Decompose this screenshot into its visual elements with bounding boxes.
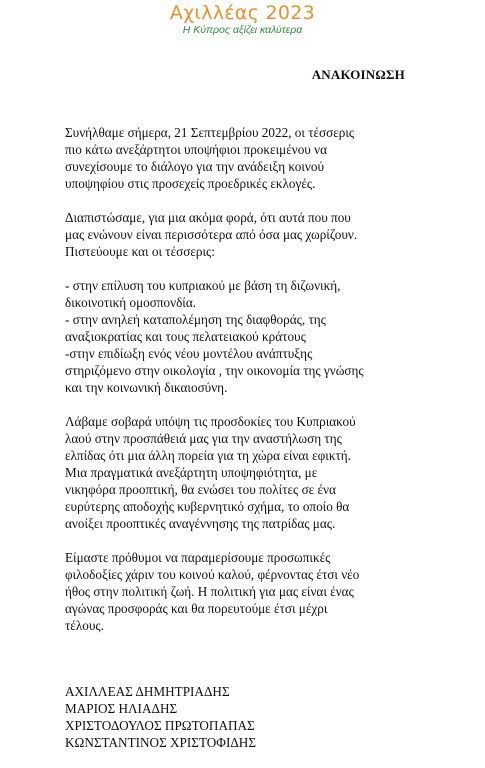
signatory-name: ΜΑΡΙΟΣ ΗΛΙΑΔΗΣ	[65, 701, 178, 716]
announcement-body	[65, 124, 415, 651]
signatory-name: ΧΡΙΣΤΟΔΟΥΛΟΣ ΠΡΩΤΟΠΑΠΑΣ	[65, 718, 255, 733]
text-line: υποψηφίου στις προσεχείς προεδρικές εκλογές.	[65, 176, 316, 191]
paragraph-beliefs-list	[65, 277, 415, 396]
logo-title: Αχιλλέας 2023	[169, 2, 316, 24]
text-line: ήθος στην πολιτική ζωή. Η πολιτική για μας είναι ένας	[65, 584, 354, 599]
paragraph-expectations	[65, 413, 415, 532]
text-line: μας ενώνουν είναι περισσότερα από όσα μας χωρίζουν.	[65, 227, 358, 242]
campaign-logo	[0, 2, 485, 37]
text-line: στηριζόμενο στην οικολογία , την οικονομία της γνώσης	[65, 363, 364, 378]
text-line: πιο κάτω ανεξάρτητοι υποψήφιοι προκειμένου να	[65, 142, 327, 157]
text-line: Συνήλθαμε σήμερα, 21 Σεπτεμβρίου 2022, οι τέσσερις	[65, 125, 355, 140]
text-line: Είμαστε πρόθυμοι να παραμερίσουμε προσωπικές	[65, 550, 331, 565]
text-line: Διαπιστώσαμε, για μια ακόμα φορά, ότι αυτά που που	[65, 210, 351, 225]
text-line: φιλοδοξίες χάριν του κοινού καλού, φέρνοντας έτσι νέο	[65, 567, 360, 582]
signatory-name: ΑΧΙΛΛΕΑΣ ΔΗΜΗΤΡΙΑΔΗΣ	[65, 684, 230, 699]
text-line: -στην επιδίωξη ενός νέου μοντέλου ανάπτυξης	[65, 346, 313, 361]
text-line: Μια πραγματικά ανεξάρτητη υποψηφιότητα, με	[65, 465, 318, 480]
text-line: συνεχίσουμε το διάλογο για την ανάδειξη κοινού	[65, 159, 325, 174]
logo-subtitle: Η Κύπρος αξίζει καλύτερα	[182, 24, 303, 36]
paragraph-meeting	[65, 124, 415, 192]
text-line: και την κοινωνική δικαιοσύνη.	[65, 380, 228, 395]
text-line: - στην ανηλεή καταπολέμηση της διαφθοράς, της	[65, 312, 326, 327]
text-line: Λάβαμε σοβαρά υπόψη τις προσδοκίες του Κυπριακού	[65, 414, 356, 429]
paragraph-commitment	[65, 549, 415, 634]
signatories-list	[65, 683, 256, 751]
text-line: αναξιοκρατίας και τους πελατειακού κράτους	[65, 329, 306, 344]
text-line: λαού στην προσπάθειά μας για την αναστήλωση της	[65, 431, 342, 446]
text-line: ελπίδας ότι μια άλλη πορεία για τη χώρα είναι εφικτή.	[65, 448, 351, 463]
text-line: ανοίξει προοπτικές αναγέννησης της πατρίδας μας.	[65, 516, 336, 531]
signatory-name: ΚΩΝΣΤΑΝΤΙΝΟΣ ΧΡΙΣΤΟΦΙΔΗΣ	[65, 735, 257, 750]
text-line: αγώνας προσφοράς και θα πορευτούμε έτσι μέχρι	[65, 601, 328, 616]
text-line: δικοινοτική ομοσπονδία.	[65, 295, 197, 310]
announcement-heading: ΑΝΑΚΟΙΝΩΣΗ	[311, 67, 405, 82]
text-line: Πιστεύουμε και οι τέσσερις:	[65, 244, 215, 259]
text-line: τέλους.	[65, 618, 104, 633]
text-line: - στην επίλυση του κυπριακού με βάση τη διζωνική,	[65, 278, 341, 293]
text-line: νικηφόρα προοπτική, θα ενώσει του πολίτες σε ένα	[65, 482, 336, 497]
text-line: ευρύτερης αποδοχής κυβερνητικό σχήμα, το οποίο θα	[65, 499, 350, 514]
paragraph-common-ground	[65, 209, 415, 260]
